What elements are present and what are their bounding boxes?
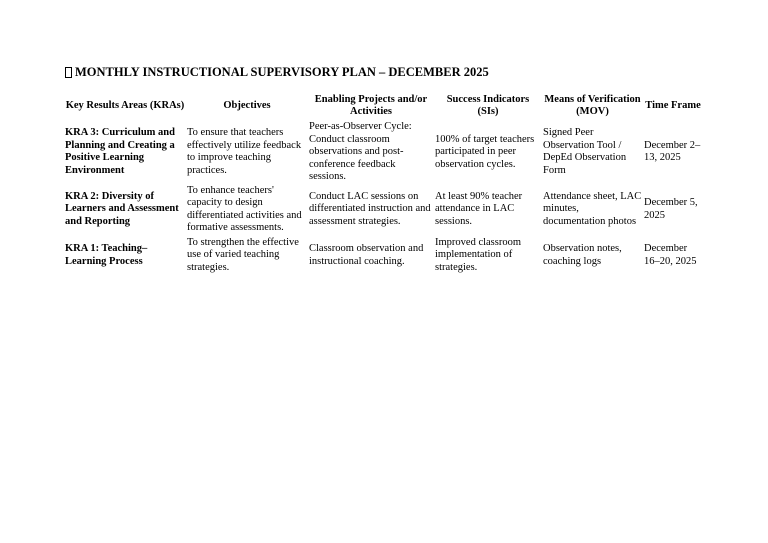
header-time-frame: Time Frame bbox=[645, 99, 701, 111]
cell-kra: KRA 3: Curriculum and Planning and Creating a Positive Learning Environment bbox=[65, 127, 175, 176]
cell-kra: KRA 1: Teaching–Learning Process bbox=[65, 243, 148, 267]
cell-kra: KRA 2: Diversity of Learners and Assessment and Reporting bbox=[65, 190, 179, 227]
supervisory-plan-table bbox=[64, 91, 703, 276]
table-row bbox=[64, 184, 703, 236]
table-row bbox=[64, 236, 703, 276]
cell-activity: Classroom observation and instructional coaching. bbox=[309, 243, 424, 267]
cell-objective: To ensure that teachers effectively utilize feedback to improve teaching practices. bbox=[187, 127, 302, 176]
cell-indicator: At least 90% teacher attendance in LAC sessions. bbox=[435, 190, 523, 227]
header-kra: Key Results Areas (KRAs) bbox=[65, 99, 185, 111]
cell-mov: Attendance sheet, LAC minutes, documentation photos bbox=[543, 190, 642, 227]
cell-activity: Peer-as-Observer Cycle: Conduct classroom observations and post-conference feedback sessions. bbox=[309, 121, 412, 182]
header-mov: Means of Verification (MOV) bbox=[544, 93, 641, 117]
missing-glyph-icon bbox=[65, 67, 72, 78]
cell-objective: To strengthen the effective use of varied teaching strategies. bbox=[187, 236, 299, 273]
cell-indicator: 100% of target teachers participated in peer observation cycles. bbox=[435, 133, 535, 170]
cell-mov: Signed Peer Observation Tool / DepEd Observation Form bbox=[543, 127, 627, 176]
cell-mov: Observation notes, coaching logs bbox=[543, 243, 622, 267]
cell-indicator: Improved classroom implementation of strategies. bbox=[435, 236, 522, 273]
cell-timeframe: December 5, 2025 bbox=[644, 197, 698, 221]
cell-objective: To enhance teachers' capacity to design differentiated activities and formative assessments. bbox=[187, 184, 302, 233]
cell-activity: Conduct LAC sessions on differentiated instruction and assessment strategies. bbox=[309, 190, 431, 227]
table-header-row bbox=[64, 91, 703, 121]
header-objectives: Objectives bbox=[223, 99, 271, 111]
cell-timeframe: December 2–13, 2025 bbox=[644, 139, 701, 164]
cell-timeframe: December 16–20, 2025 bbox=[644, 243, 697, 267]
page-title bbox=[65, 65, 489, 80]
table-row bbox=[64, 121, 703, 184]
header-success-indicators: Success Indicators (SIs) bbox=[446, 93, 530, 117]
page-title-text: MONTHLY INSTRUCTIONAL SUPERVISORY PLAN – DECEMBER 2025 bbox=[75, 65, 489, 79]
header-activities: Enabling Projects and/or Activities bbox=[314, 93, 428, 117]
